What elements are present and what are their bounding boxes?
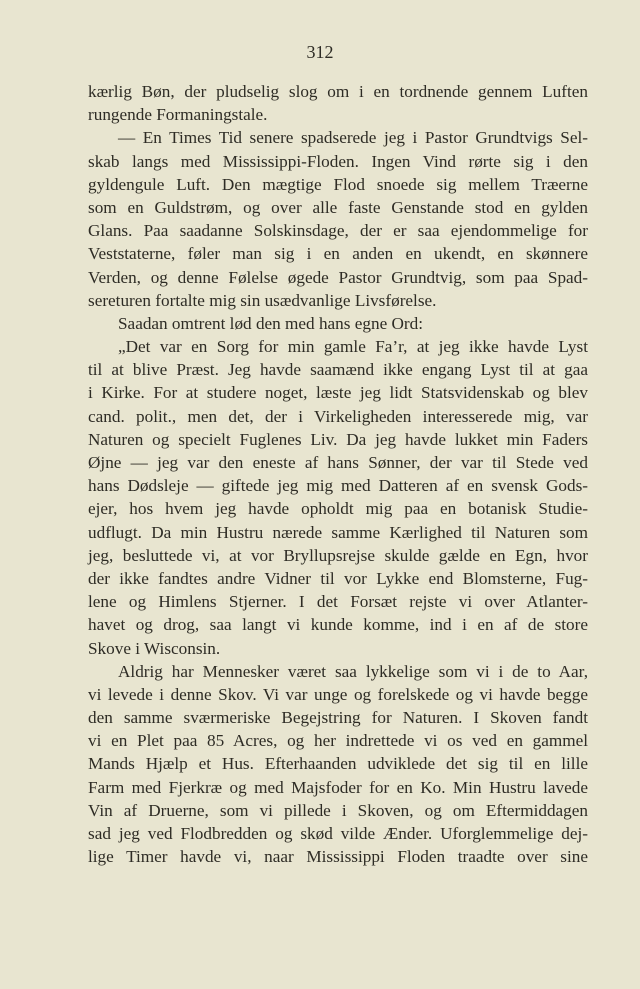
text-line: Naturen og specielt Fuglenes Liv. Da jeg havde lukket min Faders [88, 429, 588, 449]
text-line: Aldrig har Mennesker været saa lykkelige som vi i de to Aar, [118, 661, 588, 681]
text-line: Glans. Paa saadanne Solskinsdage, der er saa ejendommelige for [88, 221, 588, 241]
text-line: lige Timer havde vi, naar Mississippi Floden traadte over sine [88, 847, 588, 867]
text-line: som en Guldstrøm, og over alle faste Genstande stod en gylden [88, 197, 588, 217]
text-line: Verden, og denne Følelse øgede Pastor Grundtvig, som paa Spad- [88, 267, 588, 287]
text-line: Skove i Wisconsin. [88, 638, 221, 658]
text-line: udflugt. Da min Hustru nærede samme Kærlighed til Naturen som [88, 522, 588, 542]
text-line: vi en Plet paa 85 Acres, og her indrettede vi os ved en gammel [88, 731, 588, 751]
text-line: kærlig Bøn, der pludselig slog om i en tordnende gennem Luften [88, 82, 588, 101]
text-line: Farm med Fjerkræ og med Majsfoder for en Ko. Min Hustru lavede [88, 777, 588, 797]
text-line: Mands Hjælp et Hus. Efterhaanden udviklede det sig til en lille [88, 754, 588, 774]
text-line: hans Dødsleje — giftede jeg mig med Datteren af en svensk Gods- [88, 476, 588, 496]
text-line: rungende Formaningstale. [88, 105, 268, 125]
text-line: til at blive Præst. Jeg havde saamænd ikke engang Lyst til at gaa [88, 360, 588, 380]
body-text [88, 80, 588, 868]
text-line: sad jeg ved Flodbredden og skød vilde Ænder. Uforglemmelige dej- [88, 824, 588, 843]
text-line: i Kirke. For at studere noget, læste jeg lidt Statsvidenskab og blev [88, 383, 588, 403]
text-line: Saadan omtrent lød den med hans egne Ord: [118, 313, 423, 333]
text-line: vi levede i denne Skov. Vi var unge og forelskede og vi havde begge [88, 684, 588, 704]
text-line: den samme sværmeriske Begejstring for Naturen. I Skoven fandt [88, 708, 588, 728]
text-line: sereturen fortalte mig sin usædvanlige Livsførelse. [88, 290, 437, 310]
text-line: gyldengule Luft. Den mægtige Flod snoede sig mellem Træerne [88, 174, 588, 194]
text-line: ejer, hos hvem jeg havde opholdt mig paa en botanisk Studie- [88, 499, 588, 519]
text-line: lene og Himlens Stjerner. I det Forsæt rejste vi over Atlanter- [88, 592, 588, 612]
page-number: 312 [306, 42, 334, 62]
text-line: Veststaterne, føler man sig i en anden en ukendt, en skønnere [88, 244, 588, 264]
text-line: cand. polit., men det, der i Virkeligheden interesserede mig, var [88, 406, 588, 426]
text-line: havet og drog, saa langt vi kunde komme, ind i en af de store [88, 615, 588, 635]
text-line: — En Times Tid senere spadserede jeg i Pastor Grundtvigs Sel- [118, 128, 588, 148]
text-line: skab langs med Mississippi-Floden. Ingen Vind rørte sig i den [88, 151, 588, 171]
text-line: der ikke fandtes andre Vidner til vor Lykke end Blomsterne, Fug- [88, 568, 588, 588]
text-line: jeg, besluttede vi, at vor Bryllupsrejse skulde gælde en Egn, hvor [88, 545, 588, 565]
text-line: „Det var en Sorg for min gamle Fa’r, at jeg ikke havde Lyst [118, 337, 588, 357]
text-line: Vin af Druerne, som vi pillede i Skoven, og om Eftermiddagen [88, 800, 588, 820]
text-line: Øjne — jeg var den eneste af hans Sønner, der var til Stede ved [88, 453, 588, 472]
